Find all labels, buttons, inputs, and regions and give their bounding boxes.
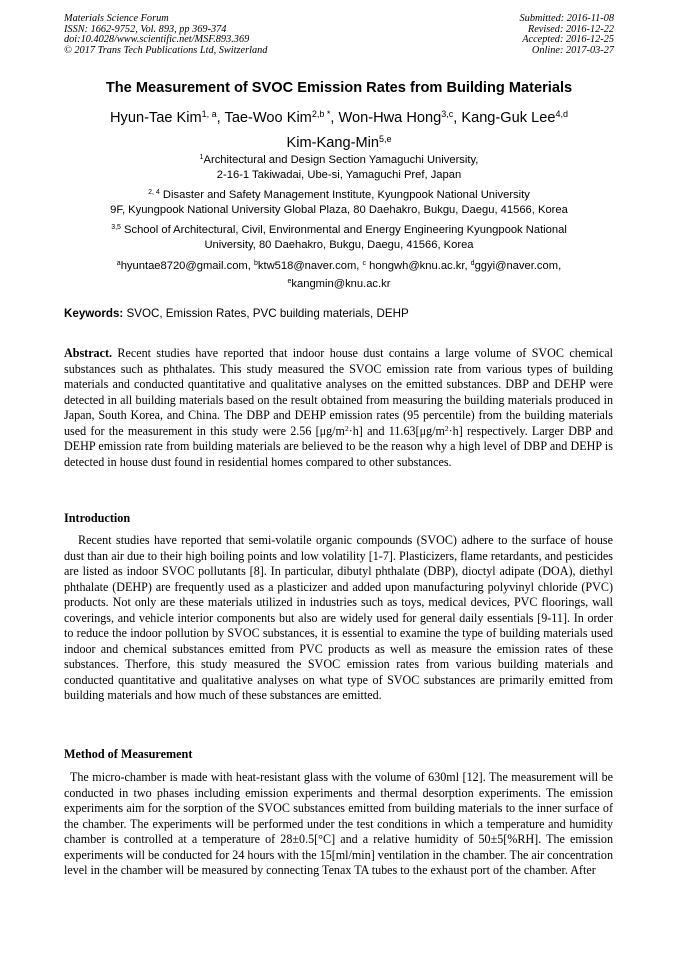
abstract-label: Abstract. (64, 346, 113, 360)
journal-info (64, 14, 267, 56)
email: ggyi@naver.com, (474, 260, 562, 272)
email-marker: c (362, 260, 367, 267)
abstract-text: ·h] respectively. Larger DBP and DEHP emission rate from building materials are believed to be the reason why a high level of DBP and DEHP is detected in house dust found in residential homes compared to other substances. (64, 423, 613, 469)
author-list (40, 104, 638, 154)
affiliation-text: Architectural and Design Section Yamaguchi University, (203, 154, 479, 166)
keywords-label: Keywords: (64, 307, 124, 320)
abstract-text: ·h] and 11.63[μg/m (348, 423, 445, 438)
email-marker: e (287, 278, 292, 285)
author-name: Kim-Kang-Min (286, 135, 379, 151)
author-marker: 3,c (441, 109, 454, 119)
author-marker: 5,e (378, 134, 392, 144)
date-revised: Revised: 2016-12-22 (527, 23, 614, 35)
method-paragraph (64, 770, 613, 879)
affiliation-2 (40, 185, 638, 218)
affiliation-marker: 1 (199, 154, 204, 161)
email-marker: a (116, 260, 121, 267)
email-marker: d (470, 260, 475, 267)
superscript: 2 (344, 423, 349, 433)
email-marker: b (253, 260, 258, 267)
author-marker: 2,b * (311, 109, 331, 119)
author-name: Hyun-Tae Kim (110, 110, 202, 126)
introduction-paragraph (64, 533, 613, 704)
email: hongwh@knu.ac.kr, (366, 260, 471, 272)
affiliation-marker: 2, 4 (148, 189, 160, 196)
journal-doi: doi:10.4028/www.scientific.net/MSF.893.369 (64, 34, 250, 46)
date-online: Online: 2017-03-27 (531, 44, 614, 56)
affiliation-text: School of Architectural, Civil, Environmental and Energy Engineering Kyungpook National (120, 224, 567, 236)
email: kangmin@knu.ac.kr (291, 278, 391, 290)
journal-name: Materials Science Forum (64, 13, 169, 24)
affiliation-text: 9F, Kyungpook National University Global Plaza, 80 Daehakro, Bukgu, Daegu, 41566, Korea (110, 204, 568, 216)
affiliation-marker: 3,5 (111, 224, 121, 231)
keywords (64, 307, 624, 320)
abstract (64, 346, 613, 470)
affiliation-1 (40, 150, 638, 183)
affiliation-text: 2-16-1 Takiwadai, Ube-si, Yamaguchi Pref, Japan (216, 169, 462, 181)
author-name: , Tae-Woo Kim (216, 110, 312, 126)
email: hyuntae8720@gmail.com, (120, 260, 254, 272)
superscript: 2 (444, 423, 449, 433)
submission-dates (520, 14, 614, 56)
affiliation-3 (40, 220, 638, 253)
email: ktw518@naver.com, (257, 260, 363, 272)
author-emails (40, 256, 638, 292)
author-line-1 (40, 104, 638, 129)
journal-copyright: © 2017 Trans Tech Publications Ltd, Switzerland (64, 44, 268, 56)
journal-issn: ISSN: 1662-9752, Vol. 893, pp 369-374 (64, 23, 227, 35)
author-name: , Won-Hwa Hong (330, 110, 442, 126)
section-heading-introduction: Introduction (64, 511, 131, 525)
keywords-text: SVOC, Emission Rates, PVC building materials, DEHP (123, 307, 409, 320)
affiliation-text: University, 80 Daehakro, Bukgu, Daegu, 41566, Korea (204, 239, 474, 251)
affiliation-text: Disaster and Safety Management Institute, Kyungpook National University (159, 189, 530, 201)
abstract-text: Recent studies have reported that indoor house dust contains a large volume of SVOC chemical substances such as phthalates. This study measured the SVOC emission rate from various types of building materials and conducted quantitative and qualitative analyses on the emitted substances. DBP and DEHP were detected in all building materials based on the result obtained from measuring the building materials produced in Japan, South Korea, and China. The DBP and DEHP emission rates (95 percentile) from the building materials used for the measurement in this study were 2.56 [μg/m (64, 346, 613, 438)
paper-title: The Measurement of SVOC Emission Rates from Building Materials (105, 80, 573, 96)
date-accepted: Accepted: 2016-12-25 (522, 34, 614, 46)
method-text: The micro-chamber is made with heat-resistant glass with the volume of 630ml [12]. The measurement will be conducted in two phases including emission experiments and thermal desorption experiments. The emission experiments aim for the sorption of the SVOC substances emitted from building materials to the inner surface of the chamber. The experiments will be performed under the test conditions in which a temperature and humidity chamber is controlled at a temperature of 28±0.5[°C] and a relative humidity of 50±5[%RH]. The emission experiments will be conducted for 24 hours with the 15[ml/min] ventilation in the chamber. The air concentration level in the chamber will be measured by connecting Tenax TA tubes to the exhaust port of the chamber. After (64, 770, 613, 877)
author-marker: 4,d (555, 109, 568, 119)
section-heading-method: Method of Measurement (64, 747, 193, 761)
introduction-text: Recent studies have reported that semi-volatile organic compounds (SVOC) adhere to the surface of house dust than air due to their high boiling points and low volatility [1-7]. Plasticizers, flame retardants, and pesticides are listed as indoor SVOC pollutants [8]. In particular, dibutyl phthalate (DBP), dioctyl adipate (DOA), diethyl phthalate (DEHP) are frequently used as a plasticizer and added upon manufacturing polyvinyl chloride (PVC) products. Not only are these materials utilized in industries such as toys, medical devices, PVC floorings, wall coverings, and vehicle interior components but also are widely used for general daily essentials [9-11]. In order to reduce the indoor pollution by SVOC substances, it is essential to examine the type of building materials used indoor and chemical substances emitted from PVC products as well as measure the emission rates of these substances. Therfore, this study measured the SVOC emission rates from various building materials and conducted quantitative and qualitative analyses on what type of SVOC substances are primarily emitted from building materials and how much of these substances are emitted. (64, 533, 613, 702)
author-marker: 1, a (201, 109, 217, 119)
date-submitted: Submitted: 2016-11-08 (519, 13, 614, 24)
author-name: , Kang-Guk Lee (453, 110, 556, 126)
